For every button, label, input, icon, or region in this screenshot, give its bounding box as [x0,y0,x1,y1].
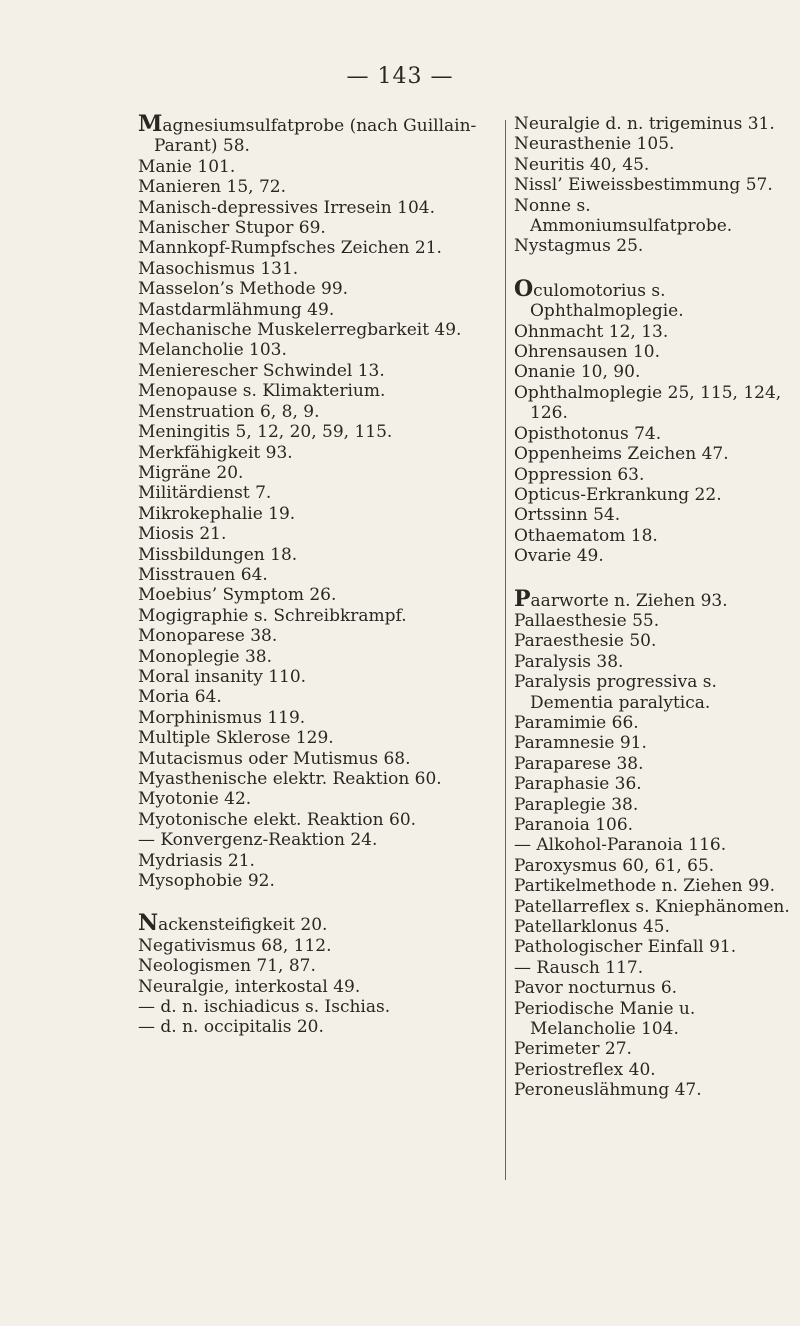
index-entry-text: Neuralgie d. n. trigeminus 31. [514,114,775,134]
index-entry [514,1039,794,1059]
index-entry [514,322,794,342]
index-entry [514,362,794,382]
index-entry-text: culomotorius s. Ophthalmoplegie. [530,280,684,322]
index-entry-text: Moebius’ Symptom 26. [138,585,337,606]
index-entry-text: Manisch-depressives Irresein 104. [138,197,436,218]
index-entry [514,876,794,896]
index-entry [138,565,486,585]
index-entry [514,999,794,1040]
index-entry [138,279,486,299]
index-entry-text: Mutacismus oder Mutismus 68. [138,748,411,769]
index-entry-text: Monoparese 38. [138,626,278,647]
index-entry-text: Manischer Stupor 69. [138,218,326,239]
index-entry-text: Manieren 15, 72. [138,177,287,198]
index-entry-text: Miosis 21. [138,524,227,545]
index-entry [138,111,486,157]
index-entry [514,1060,794,1080]
section-initial: P [514,585,531,612]
index-entry [138,504,486,524]
page-number: — 143 — [346,64,454,89]
index-entry [138,443,486,463]
index-entry-text: Manie 101. [138,156,236,177]
index-entry-text: Opisthotonus 74. [514,423,662,444]
index-entry [514,672,794,713]
index-entry-text: Opticus-Erkrankung 22. [514,484,722,505]
index-entry-text: Neologismen 71, 87. [138,956,316,977]
index-entry-text: Menopause s. Klimakterium. [138,381,386,402]
index-entry [138,545,486,565]
index-entry [514,342,794,362]
index-entry-text: Ophthalmoplegie 25, 115, 124, 126. [514,382,782,424]
index-entry [514,175,794,195]
index-entry [138,810,486,830]
index-entry-text: — Rausch 117. [514,957,644,978]
index-entry-text: Nissl’ Eiweissbestimmung 57. [514,175,773,196]
index-entry [514,236,794,256]
index-entry [514,505,794,525]
index-entry [514,383,794,424]
index-entry [514,196,794,237]
index-entry-text: Menstruation 6, 8, 9. [138,401,320,422]
index-entry [138,647,486,667]
index-entry-text: Mastdarmlähmung 49. [138,299,335,320]
index-entry-text: Multiple Sklerose 129. [138,728,334,749]
index-entry [138,789,486,809]
index-entry [138,728,486,748]
index-entry [514,585,794,612]
index-entry [138,381,486,401]
index-entry-text: Masselon’s Methode 99. [138,279,349,300]
index-entry [138,910,486,937]
index-entry [514,978,794,998]
index-entry [138,524,486,544]
index-entry [514,275,794,322]
index-entry [138,402,486,422]
index-entry [138,708,486,728]
index-entry [514,795,794,815]
index-entry [138,585,486,605]
index-entry-text: Paramimie 66. [514,712,639,733]
index-entry-text: Paraesthesie 50. [514,631,657,652]
index-entry-text: Paramnesie 91. [514,733,647,754]
index-entry [138,687,486,707]
index-entry-text: Patellarreflex s. Kniephänomen. [514,896,790,917]
index-entry-text: Myasthenische elektr. Reaktion 60. [138,769,442,789]
index-entry [138,177,486,197]
index-entry [514,155,794,175]
index-entry [138,198,486,218]
index-entry [138,936,486,956]
index-entry-text: Mogigraphie s. Schreibkrampf. [138,605,407,626]
index-entry-text: Partikelmethode n. Ziehen 99. [514,876,776,897]
index-entry-text: Othaematom 18. [514,525,658,546]
index-entry-text: Paralysis 38. [514,651,624,672]
index-entry-text: Neuralgie, interkostal 49. [138,976,361,997]
index-entry [514,917,794,937]
index-entry-text: Nystagmus 25. [514,236,644,257]
index-entry [138,483,486,503]
index-entry [514,611,794,631]
index-entry-text: Paraparese 38. [514,753,644,774]
index-entry-text: Moria 64. [138,687,222,708]
index-entry-text: Patellarklonus 45. [514,917,670,938]
index-entry [514,526,794,546]
index-entry-text: Ohnmacht 12, 13. [514,321,669,342]
index-entry-text: Monoplegie 38. [138,646,273,667]
index-entry [514,733,794,753]
index-entry [514,546,794,566]
index-entry-text: — Alkohol-Paranoia 116. [514,835,727,856]
index-entry-text: — Konvergenz-Reaktion 24. [138,830,378,851]
index-entry-text: Meningitis 5, 12, 20, 59, 115. [138,422,393,443]
index-entry-text: Moral insanity 110. [138,666,307,687]
index-entry-text: Ovarie 49. [514,546,604,567]
index-column-right [514,114,794,1101]
index-entry-text: Militärdienst 7. [138,483,272,504]
index-entry [514,652,794,672]
index-entry-text: Mysophobie 92. [138,871,275,892]
index-entry-text: Negativismus 68, 112. [138,935,332,956]
index-entry-text: Merkfähigkeit 93. [138,442,293,463]
index-entry [138,667,486,687]
column-divider [505,120,506,1180]
index-entry-text: Pavor nocturnus 6. [514,978,678,999]
index-entry-text: Oppenheims Zeichen 47. [514,444,729,465]
index-entry [138,749,486,769]
index-entry-text: Pathologischer Einfall 91. [514,937,737,958]
index-entry-text: — d. n. occipitalis 20. [138,1017,324,1038]
index-entry-text: Menierescher Schwindel 13. [138,360,385,381]
index-entry-text: Onanie 10, 90. [514,362,641,383]
index-entry-text: Ohrensausen 10. [514,342,661,363]
index-entry-text: Masochismus 131. [138,258,299,279]
index-entry-text: Migräne 20. [138,462,244,483]
index-entry [138,830,486,850]
index-entry-text: Perimeter 27. [514,1039,632,1060]
index-entry-text: Nonne s. Ammoniumsulfatprobe. [514,195,733,237]
index-entry-text: — d. n. ischiadicus s. Ischias. [138,997,391,1018]
index-entry-text: Paralysis progressiva s. Dementia paralytica. [514,672,717,713]
index-entry [138,157,486,177]
index-entry [138,769,486,789]
section-initial: M [138,111,163,137]
index-entry-text: Myotonie 42. [138,789,252,810]
index-entry [138,238,486,258]
index-entry-text: Pallaesthesie 55. [514,610,660,631]
index-entry [514,958,794,978]
index-entry-text: Paranoia 106. [514,815,634,835]
index-entry [138,259,486,279]
index-entry [514,134,794,154]
index-entry [514,114,794,134]
index-entry-text: Ortssinn 54. [514,505,621,526]
index-entry-text: Missbildungen 18. [138,544,298,565]
index-entry [138,606,486,626]
index-entry [514,856,794,876]
index-entry [514,631,794,651]
index-entry-text: aarworte n. Ziehen 93. [530,590,728,611]
index-entry [514,835,794,855]
index-entry-text: agnesiumsulfatprobe (nach Guillain-Parant) 58. [154,116,477,157]
index-entry [514,937,794,957]
index-entry-text: Mydriasis 21. [138,850,255,871]
index-entry-text: Melancholie 103. [138,340,287,361]
section-initial: O [514,275,534,302]
index-entry [138,300,486,320]
index-column-left [138,111,486,1038]
index-entry [138,871,486,891]
index-entry [138,361,486,381]
index-entry [514,465,794,485]
index-entry-text: Neuritis 40, 45. [514,154,650,175]
index-entry [514,713,794,733]
index-entry [138,463,486,483]
index-entry-text: Paraphasie 36. [514,774,642,795]
index-entry-text: Periostreflex 40. [514,1059,656,1080]
index-entry [514,444,794,464]
index-entry [138,956,486,976]
index-entry [514,897,794,917]
index-entry-text: Morphinismus 119. [138,707,306,728]
index-entry-text: Paroxysmus 60, 61, 65. [514,855,715,876]
index-entry-text: Mannkopf-Rumpfsches Zeichen 21. [138,238,442,259]
index-entry [138,1017,486,1037]
index-entry-text: Periodische Manie u. Melancholie 104. [514,998,696,1040]
index-entry [514,815,794,835]
index-entry-text: Mechanische Muskelerregbarkeit 49. [138,320,462,341]
index-entry-text: Myotonische elekt. Reaktion 60. [138,809,417,830]
index-entry-text: Mikrokephalie 19. [138,503,296,524]
index-entry [514,424,794,444]
index-entry [514,485,794,505]
index-entry [138,340,486,360]
index-entry-text: Misstrauen 64. [138,564,268,585]
index-entry [138,218,486,238]
index-entry-text: Neurasthenie 105. [514,134,675,155]
index-entry-text: ackensteifigkeit 20. [158,915,328,936]
index-entry [514,754,794,774]
index-entry [138,997,486,1017]
index-entry-text: Oppression 63. [514,464,645,485]
index-entry [138,851,486,871]
index-entry-text: Paraplegie 38. [514,794,639,815]
index-entry [514,1080,794,1100]
section-initial: N [138,910,159,937]
index-entry [138,320,486,340]
index-entry [138,977,486,997]
index-entry [514,774,794,794]
index-entry [138,626,486,646]
index-entry [138,422,486,442]
index-entry-text: Peroneuslähmung 47. [514,1080,702,1101]
